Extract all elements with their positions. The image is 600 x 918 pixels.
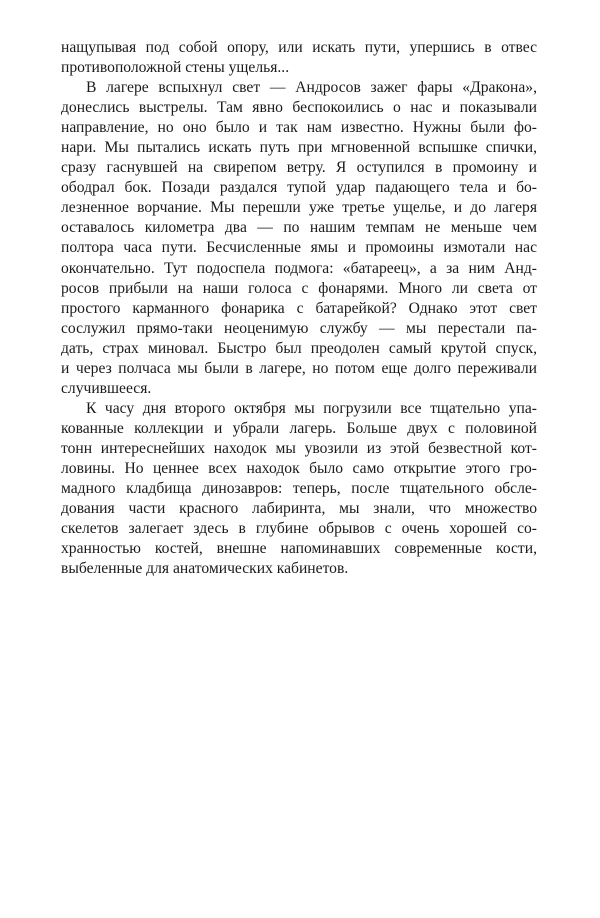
text-line: ободрал бок. Позади раздался тупой удар падающего тела и бо- [61, 179, 537, 197]
paragraph [61, 38, 537, 78]
text-line: и через полчаса мы были в лагере, но потом еще долго переживали [61, 359, 537, 377]
text-line: нащупывая под собой опору, или искать пути, упершись в отвес [61, 39, 537, 56]
text-line: донеслись выстрелы. Там явно беспокоились о нас и показывали [61, 99, 537, 117]
page-text [61, 38, 537, 579]
text-line: противоположной стены ущелья... [61, 59, 290, 77]
text-line: простого карманного фонарика с батарейкой? Однако этот свет [61, 299, 537, 317]
text-line: сразу гаснувшей на свирепом ветру. Я оступился в промоину и [61, 159, 537, 177]
text-line: лезненное ворчание. Мы перешли уже третье ущелье, и до лагеря [61, 199, 537, 217]
text-line: выбеленные для анатомических кабинетов. [61, 560, 349, 578]
paragraph [61, 78, 537, 399]
text-line: оставалось километра два — по нашим темпам не меньше чем [61, 219, 537, 237]
text-line: росов прибыли на наши голоса с фонарями. Много ли света от [61, 279, 537, 297]
text-line: тонн интереснейших находок мы увозили из этой безвестной кот- [61, 439, 537, 457]
text-line: направление, но оно было и так нам известно. Нужны были фо- [61, 119, 537, 137]
text-line: нари. Мы пытались искать путь при мгновенной вспышке спички, [61, 139, 537, 157]
text-line: дать, страх миновал. Быстро был преодолен самый крутой спуск, [61, 339, 537, 357]
text-line: скелетов залегает здесь в глубине обрывов с очень хорошей со- [61, 520, 537, 538]
text-line: В лагере вспыхнул свет — Андросов зажег фары «Дракона», [86, 79, 537, 97]
text-line: мадного кладбища динозавров: теперь, после тщательного обсле- [61, 480, 537, 498]
book-page [61, 38, 537, 579]
text-line: дования части красного лабиринта, мы знали, что множество [61, 500, 537, 518]
text-line: окончательно. Тут подоспела подмога: «батареец», а за ним Анд- [61, 259, 537, 277]
text-line: сослужил прямо-таки неоценимую службу — мы перестали па- [61, 319, 537, 337]
paragraph [61, 399, 537, 579]
text-line: случившееся. [61, 379, 152, 397]
text-line: К часу дня второго октября мы погрузили все тщательно упа- [86, 399, 537, 417]
text-line: полтора часа пути. Бесчисленные ямы и промоины измотали нас [61, 239, 537, 257]
text-line: хранностью костей, внешне напоминавших современные кости, [61, 540, 537, 558]
text-line: ловины. Но ценнее всех находок было само открытие этого гро- [61, 459, 537, 477]
text-line: кованные коллекции и убрали лагерь. Больше двух с половиной [61, 419, 537, 437]
